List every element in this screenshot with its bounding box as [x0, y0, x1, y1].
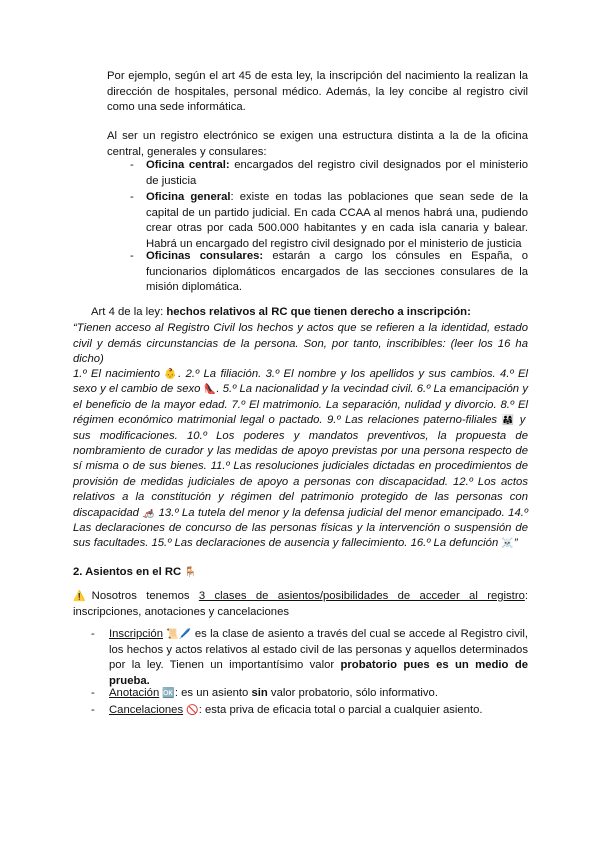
class-text: : esta priva de eficacia total o parcial a cualquier asiento. [198, 704, 483, 716]
office-text: estarán a cargo los cónsules en España, o funcionarios diplomáticos encargados de las secciones consulares de la misión diplomática. [146, 250, 528, 294]
bullet-dash: - [91, 628, 95, 640]
office-term: Oficina central: [146, 159, 230, 171]
family-icon: 👨‍👩‍👧 [501, 415, 516, 427]
class-term: Cancelaciones [109, 704, 184, 716]
class-bold: sin [251, 687, 268, 699]
list-item-cancelaciones [91, 703, 528, 719]
skull-icon: ☠️ [501, 538, 514, 550]
heel-shoe-icon: 👠 [203, 384, 217, 396]
fact-text: y sus modificaciones. 10.º Los poderes y mandatos preventivos, la propuesta de nombramiento de curador y las medidas de apoyo previstas por una persona respecto de sí misma o de sus bienes. 11.º Las resoluciones judiciales dictadas en procedimientos de provisión de medidas judiciales de apoyo a personas con discapacidad. 12.º Los actos relativos a la constitución y régimen del patrimonio protegido de las personas con discapacidad [73, 414, 528, 519]
bullet-dash: - [91, 687, 95, 699]
bullet-dash: - [130, 159, 134, 171]
fact-text: 13.º La tutela del menor y la defensa judicial del menor emancipado. 14.º Las declaraciones de concurso de las personas físicas y la intervención o suspensión de sus facultades. 15.º Las declaraciones de ausencia y fallecimiento. 16.º La defunción [73, 506, 528, 550]
intro-underlined: 3 clases de asientos/posibilidades de acceder al registro [198, 590, 525, 602]
list-item-oficina-central [116, 158, 528, 189]
art4-prefix: Art 4 de la ley: [91, 306, 167, 318]
fact-text: . 5.º La nacionalidad y la vecindad civil. 6.º La emancipación y el beneficio de la mayor edad. 7.º El matrimonio. La separación, nulidad y divorcio. 8.º El régimen económico matrimonial legal o pactado. 9.º Las relaciones paterno-filiales [73, 383, 528, 427]
paragraph-example: Por ejemplo, según el art 45 de esta ley, la inscripción del nacimiento la realizan la dirección de hospitales, personal médico. Además, la ley concibe al registro civil como una sede informática. [107, 70, 528, 114]
fact-text: . 2.º La filiación. 3.º El nombre y los apellidos y sus cambios. 4.º El sexo y el cambio de sexo [73, 368, 529, 396]
asientos-intro [73, 589, 528, 620]
list-item-oficina-general [116, 190, 528, 252]
art4-bold: hechos relativos al RC que tienen derecho a inscripción: [166, 306, 471, 318]
law-quote: “Tienen acceso al Registro Civil los hechos y actos que se refieren a la identidad, estado civil y demás circunstancias de la persona. Son, por tanto, inscribibles: (leer los 16 ha dicho) [73, 322, 528, 366]
office-text: encargados del registro civil designados por el ministerio de justicia [146, 159, 528, 187]
warning-icon: ⚠️ [73, 591, 92, 602]
intro-rest: : inscripciones, anotaciones y cancelaciones [73, 590, 529, 618]
ok-icon: 🆗 [162, 688, 175, 699]
section-2-heading [73, 565, 528, 581]
office-term: Oficinas consulares: [146, 250, 264, 262]
bullet-dash: - [91, 704, 95, 716]
bullet-dash: - [130, 191, 134, 203]
office-text: : existe en todas las poblaciones que sean sede de la capital de un partido judicial. En cada CCAA al menos habrá una, pudiendo crear otras por cada 500.000 habitantes y en cada isla canaria y balear. Habrá un encargado del registro civil designado por el ministerio de justicia [146, 191, 528, 250]
bullet-dash: - [130, 250, 134, 262]
list-item-oficinas-consulares [116, 249, 528, 296]
section-title: 2. Asientos en el RC [73, 566, 185, 578]
class-text: es la clase de asiento a través del cual se accede al Registro civil, los hechos y actos relativos al estado civil de las personas y aquellos determinados por la ley. Tienen un importantísimo valor [109, 628, 529, 672]
list-item-inscripcion [91, 627, 528, 689]
art4-heading [91, 305, 531, 321]
class-bold: probatorio pues es un medio de prueba. [109, 659, 529, 687]
class-term: Inscripción [109, 628, 163, 640]
fact-text: 1.º El nacimiento [73, 368, 165, 380]
office-term: Oficina general [146, 191, 231, 203]
intro-lead: Nosotros tenemos [91, 590, 199, 602]
list-item-anotacion [91, 686, 528, 702]
scroll-pen-icon: 📜🖊️ [166, 629, 192, 640]
inscribible-facts [73, 367, 528, 552]
wheelchair-icon: 🦽 [142, 507, 156, 519]
class-after: valor probatorio, sólo informativo. [267, 687, 438, 699]
class-term: Anotación [109, 687, 160, 699]
paragraph-structure: Al ser un registro electrónico se exigen una estructura distinta a la de la oficina central, generales y consulares: [107, 130, 528, 158]
prohibited-icon: 🚫 [186, 705, 199, 716]
chair-icon: 🪑 [184, 567, 197, 578]
class-text: : es un asiento [174, 687, 252, 699]
fact-text: ” [513, 537, 518, 550]
baby-icon: 👶 [164, 369, 179, 380]
